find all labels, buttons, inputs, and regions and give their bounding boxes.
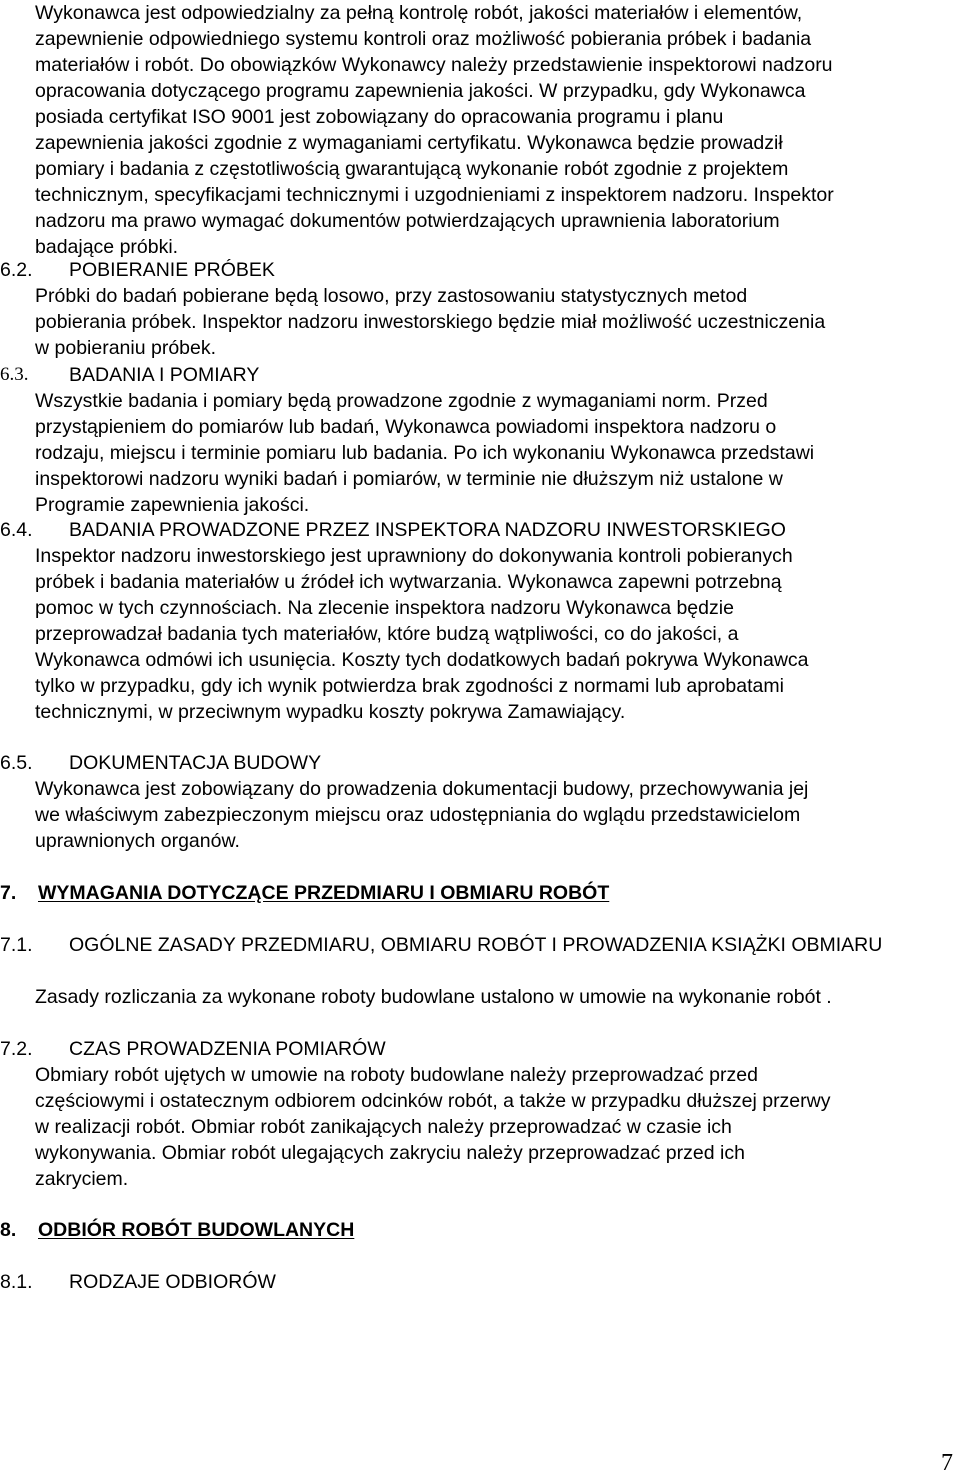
section-number: 7. <box>0 882 17 904</box>
section-number: 8.1. <box>0 1271 33 1293</box>
section-7-1 <box>0 932 960 1010</box>
section-number: 6.5. <box>0 752 33 774</box>
page-number: 7 <box>941 1450 953 1476</box>
text-line: pomoc w tych czynnościach. Na zlecenie inspektora nadzoru Wykonawca będzie <box>35 597 734 619</box>
section-heading <box>0 750 960 776</box>
section-6-5 <box>0 750 960 854</box>
text-line: materiałów i robót. Do obowiązków Wykonawcy należy przedstawienie inspektorowi nadzoru <box>35 54 833 76</box>
text-line: Programie zapewnienia jakości. <box>35 494 310 516</box>
text-line: tylko w przypadku, gdy ich wynik potwierdza brak zgodności z normami lub aprobatami <box>35 675 784 697</box>
text-line: Wykonawca jest zobowiązany do prowadzenia dokumentacji budowy, przechowywania jej <box>35 778 809 800</box>
text-line: uprawnionych organów. <box>35 830 240 852</box>
section-7-2 <box>0 1036 960 1192</box>
text-line: Zasady rozliczania za wykonane roboty budowlane ustalono w umowie na wykonanie robót . <box>35 986 832 1008</box>
section-heading <box>0 517 960 543</box>
section-title: CZAS PROWADZENIA POMIARÓW <box>69 1038 386 1060</box>
section-6-2 <box>0 257 960 361</box>
text-line: zapewnienie odpowiedniego systemu kontroli oraz możliwość pobierania próbek i badania <box>35 28 812 50</box>
text-line: we właściwym zabezpieczonym miejscu oraz udostępniania do wglądu przedstawicielom <box>35 804 801 826</box>
text-line: pomiary i badania z częstotliwością gwarantującą wykonanie robót zgodnie z projektem <box>35 158 789 180</box>
text-line: Wykonawca jest odpowiedzialny za pełną kontrolę robót, jakości materiałów i elementów, <box>35 2 803 24</box>
text-line: przeprowadzał badania tych materiałów, które budzą wątpliwości, co do jakości, a <box>35 623 739 645</box>
text-line: Wykonawca odmówi ich usunięcia. Koszty tych dodatkowych badań pokrywa Wykonawca <box>35 649 809 671</box>
text-line: inspektorowi nadzoru wyniki badań i pomiarów, w terminie nie dłuższym niż ustalone w <box>35 468 783 490</box>
section-heading <box>0 1269 960 1295</box>
text-line: rodzaju, miejscu i terminie pomiaru lub badania. Po ich wykonaniu Wykonawca przedstawi <box>35 442 815 464</box>
main-section-heading <box>0 880 960 906</box>
section-8-1 <box>0 1269 960 1295</box>
section-number: 7.1. <box>0 934 33 956</box>
intro-paragraph <box>0 0 960 260</box>
text-line: posiada certyfikat ISO 9001 jest zobowiązany do opracowania programu i planu <box>35 106 724 128</box>
section-number: 6.4. <box>0 519 33 541</box>
text-line: przystąpieniem do pomiarów lub badań, Wykonawca powiadomi inspektora nadzoru o <box>35 416 777 438</box>
text-line: próbek i badania materiałów u źródeł ich wytwarzania. Wykonawca zapewni potrzebną <box>35 571 782 593</box>
section-title: POBIERANIE PRÓBEK <box>69 259 275 281</box>
section-number: 6.3. <box>0 364 29 385</box>
text-line: Obmiary robót ujętych w umowie na roboty budowlane należy przeprowadzać przed <box>35 1064 758 1086</box>
section-title: BADANIA PROWADZONE PRZEZ INSPEKTORA NADZORU INWESTORSKIEGO <box>69 519 786 541</box>
text-line: nadzoru ma prawo wymagać dokumentów potwierdzających uprawnienia laboratorium <box>35 210 780 232</box>
text-line: Inspektor nadzoru inwestorskiego jest uprawniony do dokonywania kontroli pobieranych <box>35 545 793 567</box>
section-title: ODBIÓR ROBÓT BUDOWLANYCH <box>38 1219 355 1241</box>
text-line: technicznymi, w przeciwnym wypadku koszty pokrywa Zamawiający. <box>35 701 626 723</box>
section-heading <box>0 257 960 283</box>
text-line: badające próbki. <box>35 236 179 258</box>
section-8 <box>0 1217 960 1243</box>
text-line: częściowymi i ostatecznym odbiorem odcinków robót, a także w przypadku dłuższej przerwy <box>35 1090 831 1112</box>
text-line: Próbki do badań pobierane będą losowo, przy zastosowaniu statystycznych metod <box>35 285 748 307</box>
text-line: w pobieraniu próbek. <box>35 337 217 359</box>
text-line: pobierania próbek. Inspektor nadzoru inwestorskiego będzie miał możliwość uczestniczenia <box>35 311 826 333</box>
section-title: BADANIA I POMIARY <box>69 364 260 386</box>
section-heading <box>0 1036 960 1062</box>
section-heading <box>0 362 960 388</box>
text-line: Wszystkie badania i pomiary będą prowadzone zgodnie z wymaganiami norm. Przed <box>35 390 768 412</box>
text-line: opracowania dotyczącego programu zapewnienia jakości. W przypadku, gdy Wykonawca <box>35 80 806 102</box>
text-line: w realizacji robót. Obmiar robót zanikających należy przeprowadzać w czasie ich <box>35 1116 732 1138</box>
main-section-heading <box>0 1217 960 1243</box>
section-title: DOKUMENTACJA BUDOWY <box>69 752 322 774</box>
section-title: WYMAGANIA DOTYCZĄCE PRZEDMIARU I OBMIARU ROBÓT <box>38 882 610 904</box>
section-6-4 <box>0 517 960 725</box>
section-7 <box>0 880 960 906</box>
section-title: OGÓLNE ZASADY PRZEDMIARU, OBMIARU ROBÓT I PROWADZENIA KSIĄŻKI OBMIARU <box>69 934 883 956</box>
section-number: 7.2. <box>0 1038 33 1060</box>
text-line: zapewnienia jakości zgodnie z wymaganiami certyfikatu. Wykonawca będzie prowadził <box>35 132 783 154</box>
text-line: technicznym, specyfikacjami technicznymi i uzgodnieniami z inspektorem nadzoru. Inspektor <box>35 184 834 206</box>
section-title: RODZAJE ODBIORÓW <box>69 1271 276 1293</box>
text-line: zakryciem. <box>35 1168 129 1190</box>
text-line: wykonywania. Obmiar robót ulegających zakryciu należy przeprowadzać przed ich <box>35 1142 745 1164</box>
section-6-3 <box>0 362 960 518</box>
section-number: 8. <box>0 1219 17 1241</box>
section-heading <box>0 932 960 984</box>
section-number: 6.2. <box>0 259 33 281</box>
